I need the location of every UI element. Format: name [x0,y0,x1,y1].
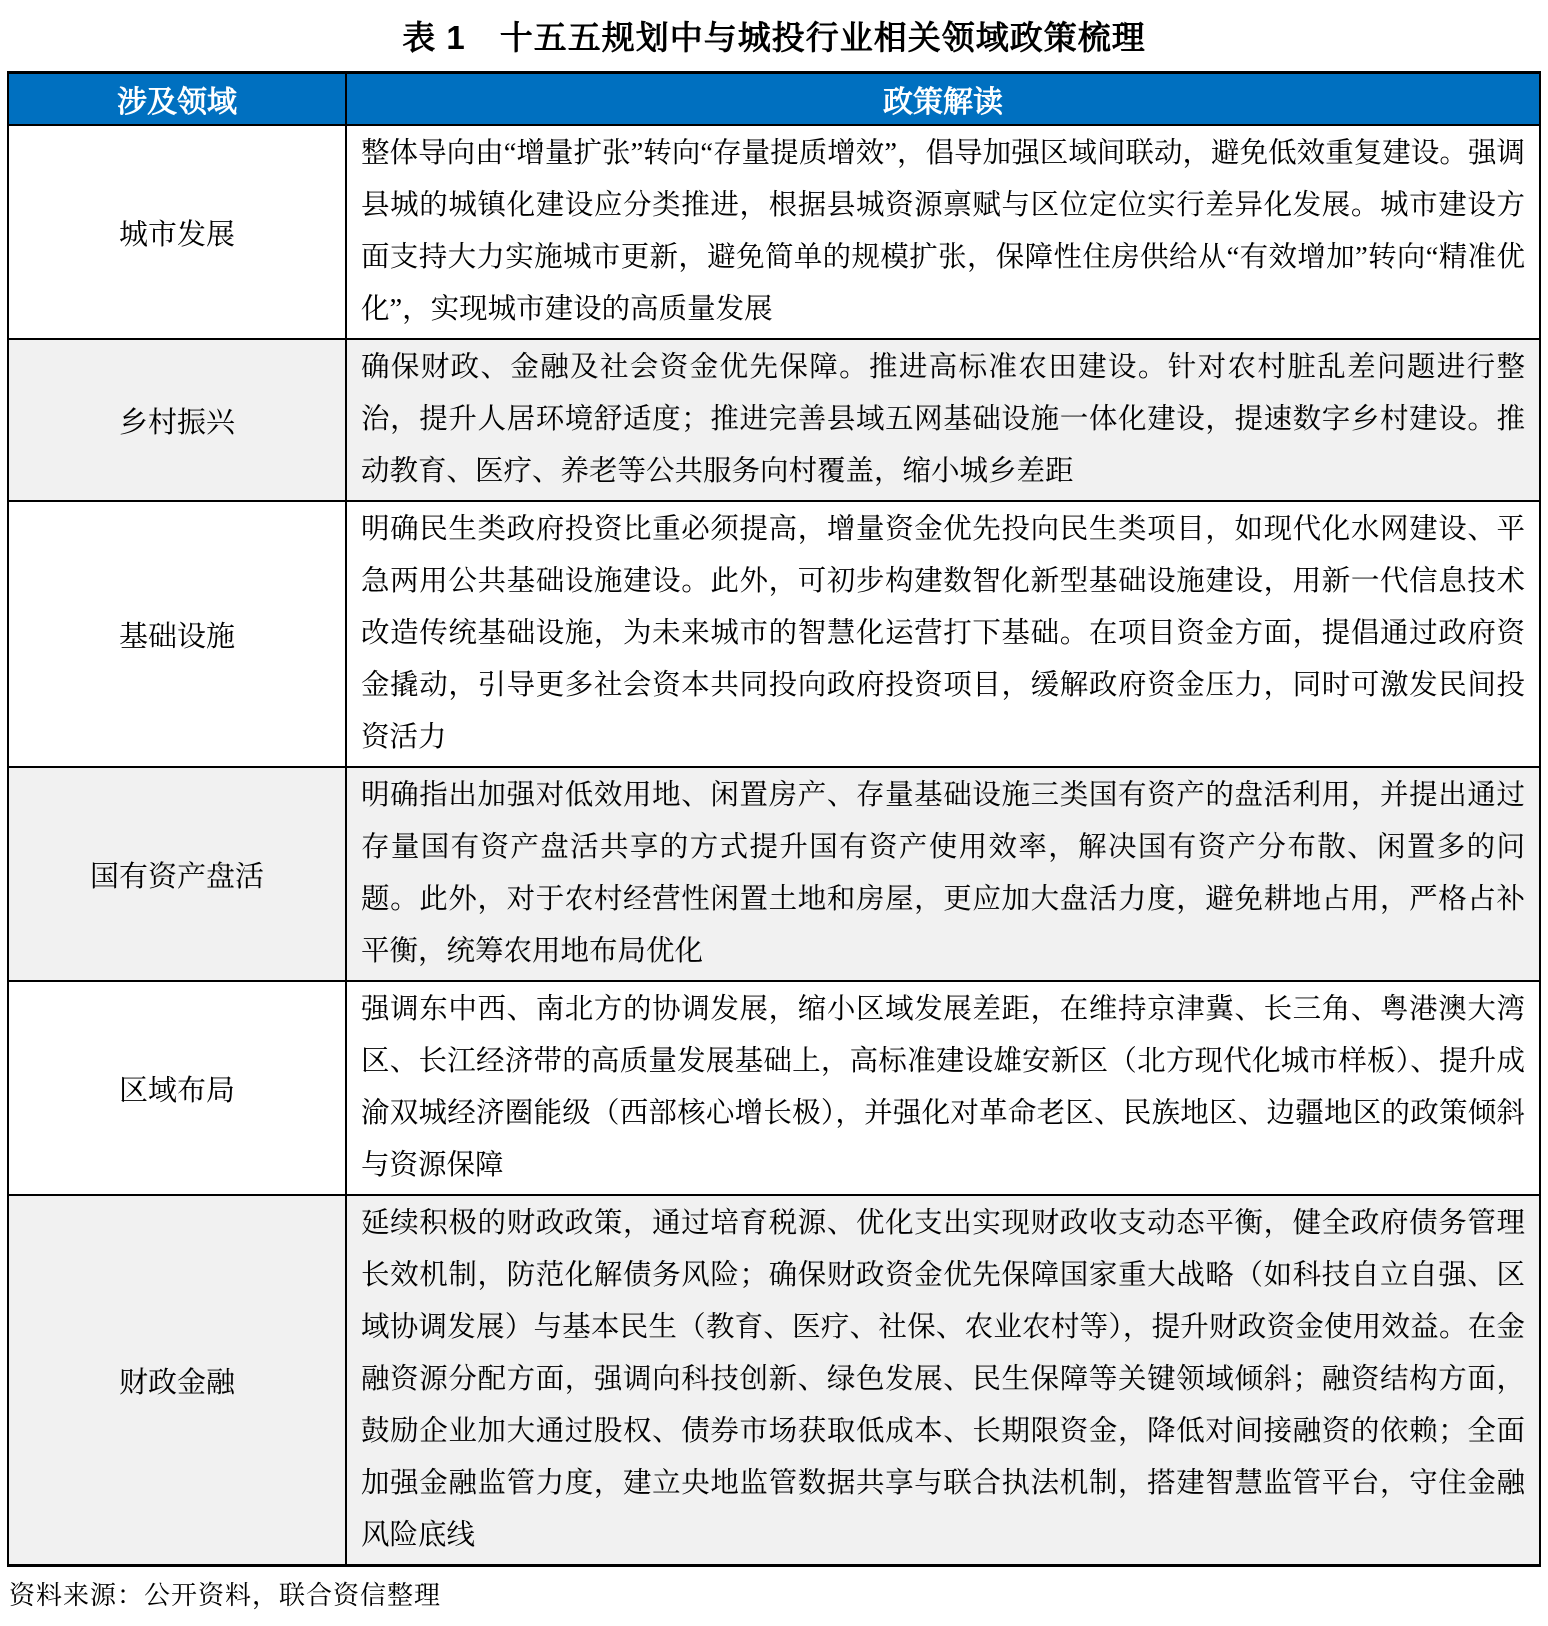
policy-cell: 明确民生类政府投资比重必须提高，增量资金优先投向民生类项目，如现代化水网建设、平急两用公共基础设施建设。此外，可初步构建数智化新型基础设施建设，用新一代信息技术改造传统基础设施，为未来城市的智慧化运营打下基础。在项目资金方面，提倡通过政府资金撬动，引导更多社会资本共同投向政府投资项目，缓解政府资金压力，同时可激发民间投资活力 [346,501,1540,767]
table-row [8,1195,1540,1566]
area-cell: 财政金融 [8,1195,346,1566]
table-row [8,339,1540,501]
policy-cell: 强调东中西、南北方的协调发展，缩小区域发展差距，在维持京津冀、长三角、粤港澳大湾区、长江经济带的高质量发展基础上，高标准建设雄安新区（北方现代化城市样板）、提升成渝双城经济圈能级（西部核心增长极），并强化对革命老区、民族地区、边疆地区的政策倾斜与资源保障 [346,981,1540,1195]
table-row [8,125,1540,339]
area-cell: 基础设施 [8,501,346,767]
policy-table [7,71,1541,1567]
area-cell: 区域布局 [8,981,346,1195]
header-cell-policy: 政策解读 [346,73,1540,126]
policy-cell: 明确指出加强对低效用地、闲置房产、存量基础设施三类国有资产的盘活利用，并提出通过存量国有资产盘活共享的方式提升国有资产使用效率，解决国有资产分布散、闲置多的问题。此外，对于农村经营性闲置土地和房屋，更应加大盘活力度，避免耕地占用，严格占补平衡，统筹农用地布局优化 [346,767,1540,981]
area-cell: 乡村振兴 [8,339,346,501]
table-row [8,767,1540,981]
area-cell: 城市发展 [8,125,346,339]
policy-cell: 整体导向由“增量扩张”转向“存量提质增效”，倡导加强区域间联动，避免低效重复建设。强调县城的城镇化建设应分类推进，根据县城资源禀赋与区位定位实行差异化发展。城市建设方面支持大力实施城市更新，避免简单的规模扩张，保障性住房供给从“有效增加”转向“精准优化”，实现城市建设的高质量发展 [346,125,1540,339]
table-title: 表 1 十五五规划中与城投行业相关领域政策梳理 [402,19,1146,56]
header-cell-area: 涉及领域 [8,73,346,126]
table-row [8,981,1540,1195]
source-note: 资料来源：公开资料，联合资信整理 [9,1581,442,1610]
table-row [8,501,1540,767]
policy-cell: 确保财政、金融及社会资金优先保障。推进高标准农田建设。针对农村脏乱差问题进行整治，提升人居环境舒适度；推进完善县域五网基础设施一体化建设，提速数字乡村建设。推动教育、医疗、养老等公共服务向村覆盖，缩小城乡差距 [346,339,1540,501]
table-header-row [8,73,1540,126]
policy-cell: 延续积极的财政政策，通过培育税源、优化支出实现财政收支动态平衡，健全政府债务管理长效机制，防范化解债务风险；确保财政资金优先保障国家重大战略（如科技自立自强、区域协调发展）与基本民生（教育、医疗、社保、农业农村等），提升财政资金使用效益。在金融资源分配方面，强调向科技创新、绿色发展、民生保障等关键领域倾斜；融资结构方面，鼓励企业加大通过股权、债券市场获取低成本、长期限资金，降低对间接融资的依赖；全面加强金融监管力度，建立央地监管数据共享与联合执法机制，搭建智慧监管平台，守住金融风险底线 [346,1195,1540,1566]
area-cell: 国有资产盘活 [8,767,346,981]
